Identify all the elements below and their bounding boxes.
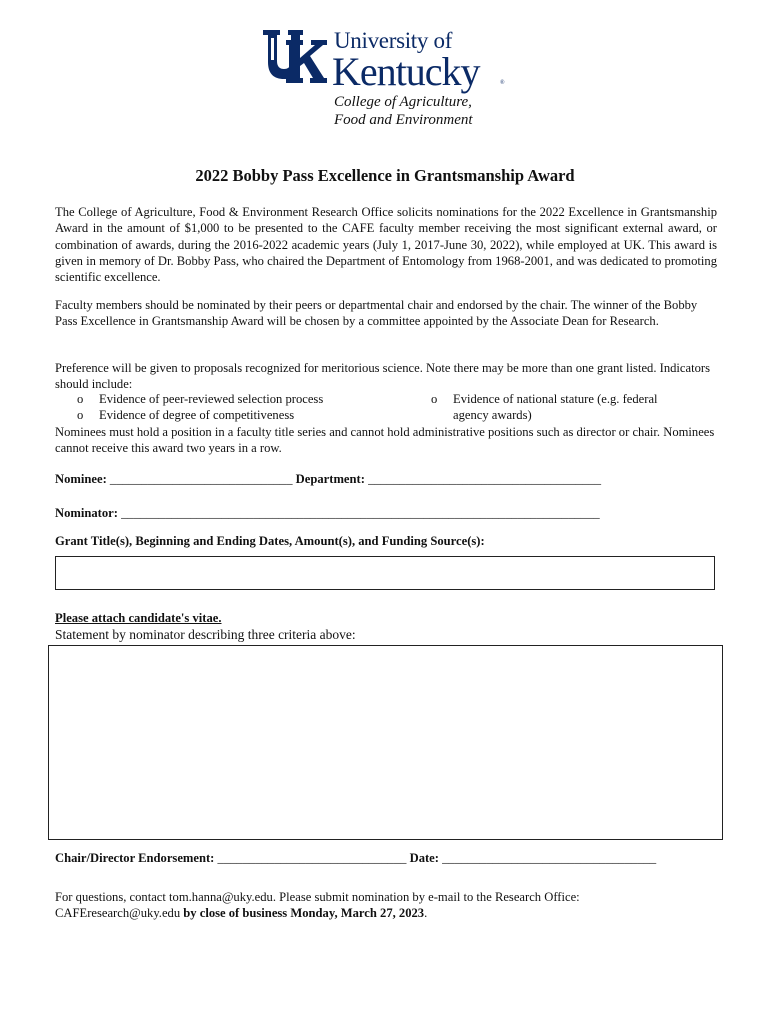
department-field[interactable]: _____________________________________: [364, 472, 602, 486]
nominator-row: [55, 506, 600, 521]
contact-line: For questions, contact tom.hanna@uky.edu. Please submit nomination by e-mail to the Research Office:: [55, 890, 580, 904]
attach-vitae-note: Please attach candidate's vitae.: [55, 611, 222, 625]
university-of-text: University of: [334, 28, 453, 53]
nomination-paragraph: Faculty members should be nominated by their peers or departmental chair and endorsed by the chair. The winner of the Bobby Pass Excellence in Grantsmanship Award will be chosen by a committee appointed by the Associate Dean for Research.: [55, 298, 698, 329]
endorsement-row: [55, 851, 656, 866]
list-item: [77, 407, 294, 423]
list-item: [77, 391, 323, 407]
bullet-text: Evidence of peer-reviewed selection process: [99, 392, 324, 406]
uk-logo-mark-icon: [262, 28, 328, 86]
date-label: Date:: [409, 851, 439, 865]
bullet-marker: o: [431, 392, 438, 406]
period: .: [424, 906, 428, 921]
bullet-text: Evidence of national stature (e.g. federal: [453, 392, 658, 406]
list-item: [431, 391, 658, 407]
nominee-label: Nominee:: [55, 472, 107, 486]
contact-footer: [55, 889, 717, 922]
college-name-line2: Food and Environment: [334, 112, 473, 128]
chair-endorsement-label: Chair/Director Endorsement:: [55, 851, 215, 865]
grant-details-field[interactable]: [55, 556, 715, 590]
intro-paragraph: The College of Agriculture, Food & Environment Research Office solicits nominations for the 2022 Excellence in Grantsmanship Award in the amount of $1,000 to be presented to the CAFE faculty member receiving the most significant external award, or combination of awards, during the 2016-2022 academic years (July 1, 2017-June 30, 2022), while employed at UK. This award is given in memory of Dr. Bobby Pass, who chaired the Department of Entomology from 1968-2001, and was dedicated to promoting scientific excellence.: [55, 205, 717, 285]
deadline-text: by close of business Monday, March 27, 2023: [180, 906, 425, 921]
grant-label: Grant Title(s), Beginning and Ending Dates, Amount(s), and Funding Source(s):: [55, 534, 485, 548]
chair-endorsement-field[interactable]: ______________________________: [214, 851, 410, 865]
bullet-text: Evidence of degree of competitiveness: [99, 408, 295, 422]
trademark-symbol: ®: [500, 80, 505, 86]
department-label: Department:: [295, 472, 365, 486]
document-title: 2022 Bobby Pass Excellence in Grantsmanship Award: [195, 166, 575, 185]
college-name-line1: College of Agriculture,: [334, 94, 472, 110]
uk-logo: [262, 28, 512, 130]
submission-line: [55, 905, 717, 921]
preference-paragraph: Preference will be given to proposals recognized for meritorious science. Note there may be more than one grant listed. Indicators should include:: [55, 361, 710, 392]
nominee-field[interactable]: _____________________________: [106, 472, 296, 486]
eligibility-paragraph: Nominees must hold a position in a faculty title series and cannot hold administrative positions such as director or chair. Nominees cannot receive this award two years in a row.: [55, 425, 715, 456]
bullet-marker: o: [77, 392, 84, 406]
nominee-department-row: [55, 472, 601, 487]
date-field[interactable]: __________________________________: [438, 851, 657, 865]
nominator-label: Nominator:: [55, 506, 118, 520]
indicator-list: [55, 391, 717, 425]
research-office-email[interactable]: CAFEresearch@uky.edu: [55, 906, 181, 921]
bullet-marker: o: [77, 408, 84, 422]
kentucky-text: Kentucky: [332, 49, 480, 94]
nominator-field[interactable]: ____________________________________________________________________________: [117, 506, 600, 520]
statement-field[interactable]: [48, 645, 723, 840]
statement-label: Statement by nominator describing three criteria above:: [55, 627, 356, 642]
bullet-text-continuation: agency awards): [453, 408, 532, 422]
